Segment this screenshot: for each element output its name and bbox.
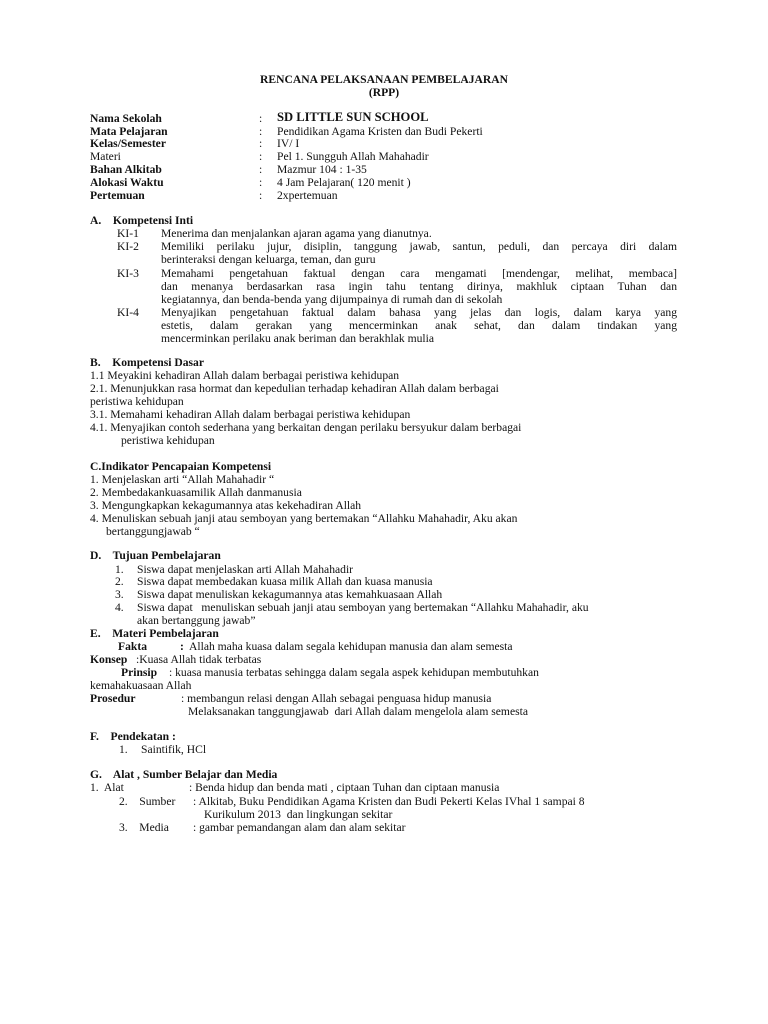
ki-text: dan menanya berdasarkan rasa ingin tahu tentang dirinya, makhluk ciptaan Tuhan dan	[161, 280, 677, 293]
subject-value: Pendidikan Agama Kristen dan Budi Pekerti	[277, 125, 483, 138]
indicator-line: 3. Mengungkapkan kekagumannya atas kekehadiran Allah	[90, 499, 362, 512]
section-heading: B. Kompetensi Dasar	[90, 356, 205, 369]
indicator-line: 1. Menjelaskan arti “Allah Mahahadir “	[90, 473, 275, 486]
materi-value: Pel 1. Sungguh Allah Mahahadir	[277, 150, 429, 163]
indicator-line: bertanggungjawab “	[106, 525, 200, 538]
kd-line: 2.1. Menunjukkan rasa hormat dan kepedulian terhadap kehadiran Allah dalam berbagai	[90, 382, 499, 395]
identity-colon: :	[259, 137, 263, 150]
goal-text: Siswa dapat menjelaskan arti Allah Mahahadir	[137, 563, 354, 576]
identity-colon: :	[259, 163, 263, 176]
sumber-text: : Alkitab, Buku Pendidikan Agama Kristen dan Budi Pekerti Kelas IVhal 1 sampai 8	[193, 795, 585, 808]
kd-line: 3.1. Memahami kehadiran Allah dalam berbagai peristiwa kehidupan	[90, 408, 411, 421]
goal-number: 2.	[115, 575, 124, 588]
identity-label-school: Nama Sekolah	[90, 112, 162, 125]
identity-colon: :	[259, 112, 263, 125]
approach-number: 1.	[119, 743, 128, 756]
fakta-label: Fakta	[118, 640, 147, 653]
konsep-text: :Kuasa Allah tidak terbatas	[136, 653, 262, 666]
indicator-line: 4. Menuliskan sebuah janji atau semboyan yang bertemakan “Allahku Mahahadir, Aku akan	[90, 512, 518, 525]
meeting-value: 2xpertemuan	[277, 189, 338, 202]
prinsip-label: Prinsip	[121, 666, 158, 679]
goal-number: 1.	[115, 563, 124, 576]
ki-code: KI-4	[117, 306, 139, 319]
section-heading: C.Indikator Pencapaian Kompetensi	[90, 460, 272, 473]
fakta-text: Allah maha kuasa dalam segala kehidupan manusia dan alam semesta	[189, 640, 513, 653]
section-heading: E. Materi Pembelajaran	[90, 627, 219, 640]
kd-line: peristiwa kehidupan	[90, 395, 184, 408]
kd-line: 1.1 Meyakini kehadiran Allah dalam berbagai peristiwa kehidupan	[90, 369, 400, 382]
document-title: RENCANA PELAKSANAAN PEMBELAJARAN	[260, 73, 508, 86]
alat-text: : Benda hidup dan benda mati , ciptaan Tuhan dan ciptaan manusia	[189, 781, 500, 794]
goal-text: Siswa dapat membedakan kuasa milik Allah dan kuasa manusia	[137, 575, 433, 588]
class-semester-value: IV/ I	[277, 137, 300, 150]
identity-label-subject: Mata Pelajaran	[90, 125, 168, 138]
section-heading: D. Tujuan Pembelajaran	[90, 549, 221, 562]
section-heading: G. Alat , Sumber Belajar dan Media	[90, 768, 278, 781]
fakta-colon: :	[180, 640, 184, 653]
goal-text: akan bertanggung jawab”	[137, 614, 256, 627]
ki-text: mencerminkan perilaku anak beriman dan berakhlak mulia	[161, 332, 434, 345]
identity-colon: :	[259, 150, 263, 163]
ki-text: Menerima dan menjalankan ajaran agama yang dianutnya.	[161, 227, 432, 240]
ki-text: Menyajikan pengetahuan faktual dalam bahasa yang jelas dan logis, dalam karya yang	[161, 306, 677, 319]
prosedur-label: Prosedur	[90, 692, 136, 705]
ki-text: estetis, dalam gerakan yang mencerminkan anak sehat, dan dalam tindakan yang	[161, 319, 677, 332]
identity-label-materi: Materi	[90, 150, 121, 163]
identity-label-meeting: Pertemuan	[90, 189, 145, 202]
school-name-value: SD LITTLE SUN SCHOOL	[277, 110, 429, 124]
identity-colon: :	[259, 176, 263, 189]
section-heading: A. Kompetensi Inti	[90, 214, 194, 227]
goal-number: 3.	[115, 588, 124, 601]
ki-text: Memiliki perilaku jujur, disiplin, tanggung jawab, santun, peduli, dan percaya diri dalam	[161, 240, 677, 253]
alat-label: 1. Alat	[90, 781, 124, 794]
goal-text: Siswa dapat menuliskan sebuah janji atau semboyan yang bertemakan “Allahku Mahahadir, aku	[137, 601, 589, 614]
indicator-line: 2. Membedakankuasamilik Allah danmanusia	[90, 486, 302, 499]
section-heading: F. Pendekatan :	[90, 730, 176, 743]
ki-code: KI-1	[117, 227, 139, 240]
media-text: : gambar pemandangan alam dan alam sekitar	[193, 821, 406, 834]
prinsip-text: : kuasa manusia terbatas sehingga dalam segala aspek kehidupan membutuhkan	[169, 666, 539, 679]
identity-label-time: Alokasi Waktu	[90, 176, 164, 189]
media-label: 3. Media	[119, 821, 169, 834]
prosedur-text: Melaksanakan tanggungjawab dari Allah dalam mengelola alam semesta	[188, 705, 528, 718]
kd-line: 4.1. Menyajikan contoh sederhana yang berkaitan dengan perilaku bersyukur dalam berbagai	[90, 421, 522, 434]
goal-text: Siswa dapat menuliskan kekagumannya atas kemahkuasaan Allah	[137, 588, 443, 601]
prosedur-text: : membangun relasi dengan Allah sebagai penguasa hidup manusia	[181, 692, 492, 705]
ki-code: KI-3	[117, 267, 139, 280]
identity-colon: :	[259, 189, 263, 202]
time-allocation-value: 4 Jam Pelajaran( 120 menit )	[277, 176, 411, 189]
sumber-text: Kurikulum 2013 dan lingkungan sekitar	[204, 808, 393, 821]
goal-number: 4.	[115, 601, 124, 614]
ki-text: Memahami pengetahuan faktual dengan cara mengamati [mendengar, melihat, membaca]	[161, 267, 677, 280]
approach-text: Saintifik, HCl	[141, 743, 207, 756]
kd-line: peristiwa kehidupan	[121, 434, 215, 447]
ki-text: kegiatannya, dan benda-benda yang dijumpainya di rumah dan di sekolah	[161, 293, 503, 306]
ki-text: berinteraksi dengan keluarga, teman, dan guru	[161, 253, 376, 266]
identity-label-bible: Bahan Alkitab	[90, 163, 162, 176]
konsep-label: Konsep	[90, 653, 128, 666]
ki-code: KI-2	[117, 240, 139, 253]
document-subtitle: (RPP)	[368, 86, 400, 99]
identity-label-class: Kelas/Semester	[90, 137, 166, 150]
prinsip-text: kemahakuasaan Allah	[90, 679, 192, 692]
identity-colon: :	[259, 125, 263, 138]
sumber-label: 2. Sumber	[119, 795, 176, 808]
bible-passage-value: Mazmur 104 : 1-35	[277, 163, 367, 176]
